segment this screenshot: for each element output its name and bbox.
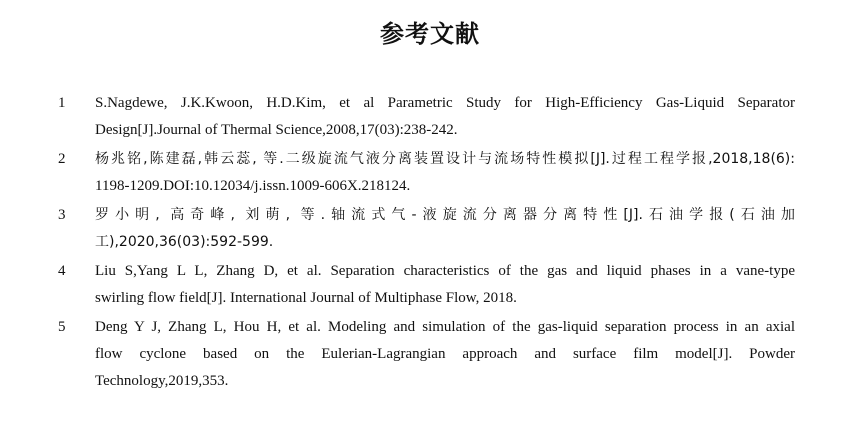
reference-text-line: S.Nagdewe, J.K.Kwoon, H.D.Kim, et al Parametric Study for High-Efficiency Gas-Liquid Separator bbox=[95, 95, 795, 111]
reference-text-line: 1198-1209.DOI:10.12034/j.issn.1009-606X.218124. bbox=[95, 178, 411, 194]
reference-text-line: flow cyclone based on the Eulerian-Lagrangian approach and surface film model[J]. Powder bbox=[95, 346, 795, 362]
reference-text-line: Design[J].Journal of Thermal Science,2008,17(03):238-242. bbox=[95, 122, 458, 138]
page-title: 参考文献 bbox=[380, 20, 480, 48]
reference-text-line: 工),2020,36(03):592-599. bbox=[95, 234, 274, 250]
reference-number: 4 bbox=[58, 263, 66, 279]
reference-number: 5 bbox=[58, 319, 66, 335]
reference-text-line: swirling flow field[J]. International Journal of Multiphase Flow, 2018. bbox=[95, 290, 517, 306]
reference-item-5 bbox=[0, 314, 860, 389]
reference-text-line: 杨兆铭,陈建磊,韩云蕊, 等.二级旋流气液分离装置设计与流场特性模拟[J].过程工程学报,2018,18(6): bbox=[95, 151, 795, 167]
reference-item-1 bbox=[0, 90, 860, 146]
reference-list bbox=[0, 90, 860, 389]
reference-number: 1 bbox=[58, 95, 66, 111]
reference-item-2 bbox=[0, 146, 860, 202]
reference-item-3 bbox=[0, 202, 860, 258]
reference-item-4 bbox=[0, 258, 860, 314]
reference-number: 3 bbox=[58, 207, 66, 223]
reference-text-line: 罗小明, 高奇峰, 刘萌, 等.轴流式气-液旋流分离器分离特性[J].石油学报(石油加 bbox=[95, 207, 795, 223]
reference-text-line: Deng Y J, Zhang L, Hou H, et al. Modeling and simulation of the gas-liquid separation process in an axial bbox=[95, 319, 795, 335]
reference-text-line: Liu S,Yang L L, Zhang D, et al. Separation characteristics of the gas and liquid phases in a vane-type bbox=[95, 263, 795, 279]
reference-number: 2 bbox=[58, 151, 66, 167]
reference-text-line: Technology,2019,353. bbox=[95, 373, 229, 389]
